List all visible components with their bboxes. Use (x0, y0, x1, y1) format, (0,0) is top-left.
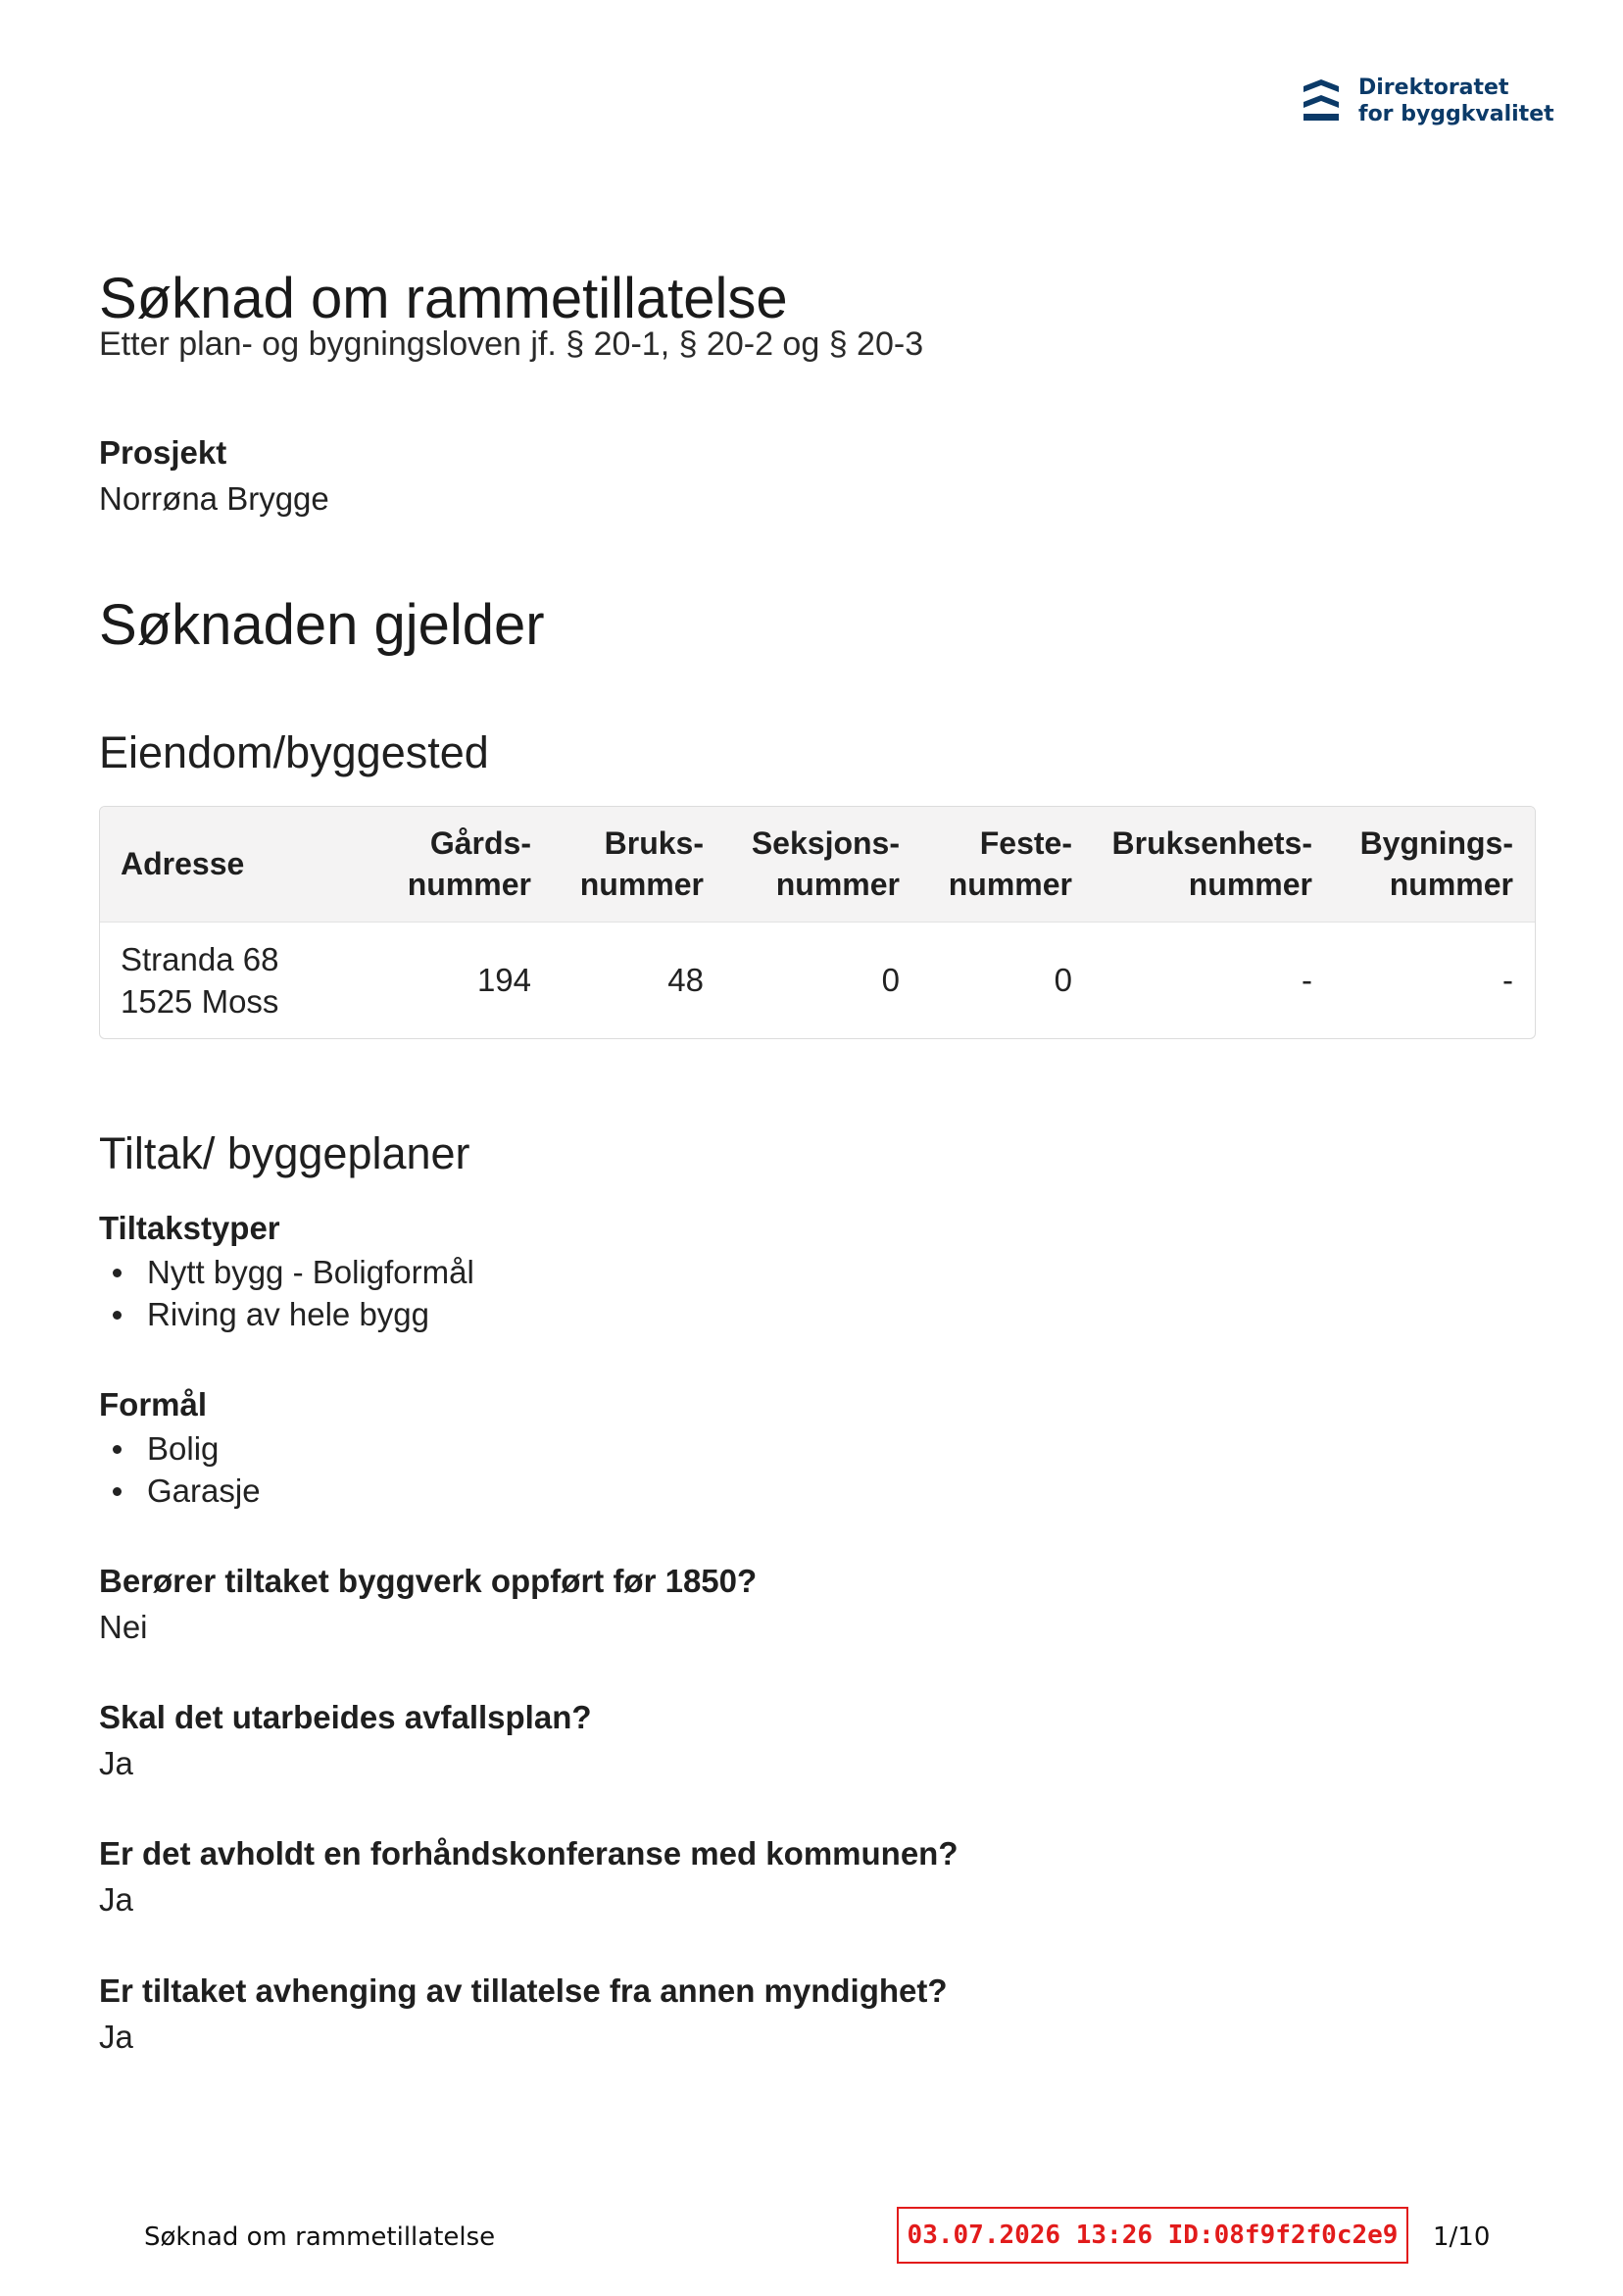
table-row (100, 922, 1535, 1038)
list-item: Riving av hele bygg (99, 1293, 474, 1335)
cell-gardsnummer: 194 (476, 962, 531, 999)
question-answer: Ja (99, 2019, 133, 2055)
measure-types-list (99, 1251, 474, 1335)
column-header-bygningsnummer: Bygnings- nummer (1334, 807, 1535, 922)
cell-festenummer: 0 (1054, 962, 1072, 999)
list-item: Nytt bygg - Boligformål (99, 1251, 474, 1293)
cell-adresse: Stranda 68 1525 Moss (121, 940, 279, 1020)
cell-bruksenhetsnummer: - (1302, 962, 1312, 999)
project-label: Prosjekt (99, 434, 227, 471)
list-item: Garasje (99, 1470, 261, 1512)
logo-wordmark (1358, 75, 1554, 127)
logo-line-1: Direktoratet (1358, 75, 1509, 100)
purpose-list (99, 1427, 261, 1512)
question-label: Er det avholdt en forhåndskonferanse med kommunen? (99, 1835, 959, 1872)
question-label: Berører tiltaket byggverk oppført før 1850? (99, 1563, 758, 1599)
column-header-seksjonsnummer: Seksjons- nummer (725, 807, 921, 922)
footer-title: Søknad om rammetillatelse (144, 2222, 496, 2252)
property-table (99, 806, 1536, 1039)
measure-types-label: Tiltakstyper (99, 1210, 280, 1246)
logo-line-2: for byggkvalitet (1358, 102, 1554, 126)
dibk-chevron-logo-icon (1302, 76, 1341, 125)
column-header-adresse: Adresse (100, 807, 380, 922)
column-header-gardsnummer: Gårds- nummer (380, 807, 553, 922)
question-answer: Ja (99, 1745, 133, 1781)
column-header-bruksenhetsnummer: Bruksenhets- nummer (1094, 807, 1334, 922)
column-header-festenummer: Feste- nummer (921, 807, 1094, 922)
timestamp-stamp: 03.07.2026 13:26 ID:08f9f2f0c2e9 (897, 2207, 1408, 2264)
cell-bruksnummer: 48 (667, 962, 704, 999)
list-item: Bolig (99, 1427, 261, 1470)
dibk-logo (1302, 75, 1556, 129)
question-answer: Ja (99, 1881, 133, 1918)
page-title: Søknad om rammetillatelse (99, 267, 788, 330)
section-heading: Søknaden gjelder (99, 593, 545, 657)
property-heading: Eiendom/byggested (99, 727, 489, 777)
cell-seksjonsnummer: 0 (881, 962, 900, 999)
purpose-label: Formål (99, 1386, 208, 1423)
table-header-row (100, 807, 1535, 922)
measures-heading: Tiltak/ byggeplaner (99, 1128, 470, 1178)
project-value: Norrøna Brygge (99, 480, 329, 517)
page-subtitle: Etter plan- og bygningsloven jf. § 20-1, § 20-2 og § 20-3 (99, 325, 924, 363)
question-label: Skal det utarbeides avfallsplan? (99, 1699, 592, 1735)
question-label: Er tiltaket avhenging av tillatelse fra annen myndighet? (99, 1972, 948, 2009)
cell-bygningsnummer: - (1502, 962, 1513, 999)
question-answer: Nei (99, 1609, 148, 1645)
column-header-bruksnummer: Bruks- nummer (553, 807, 725, 922)
page-number: 1/10 (1433, 2222, 1491, 2252)
